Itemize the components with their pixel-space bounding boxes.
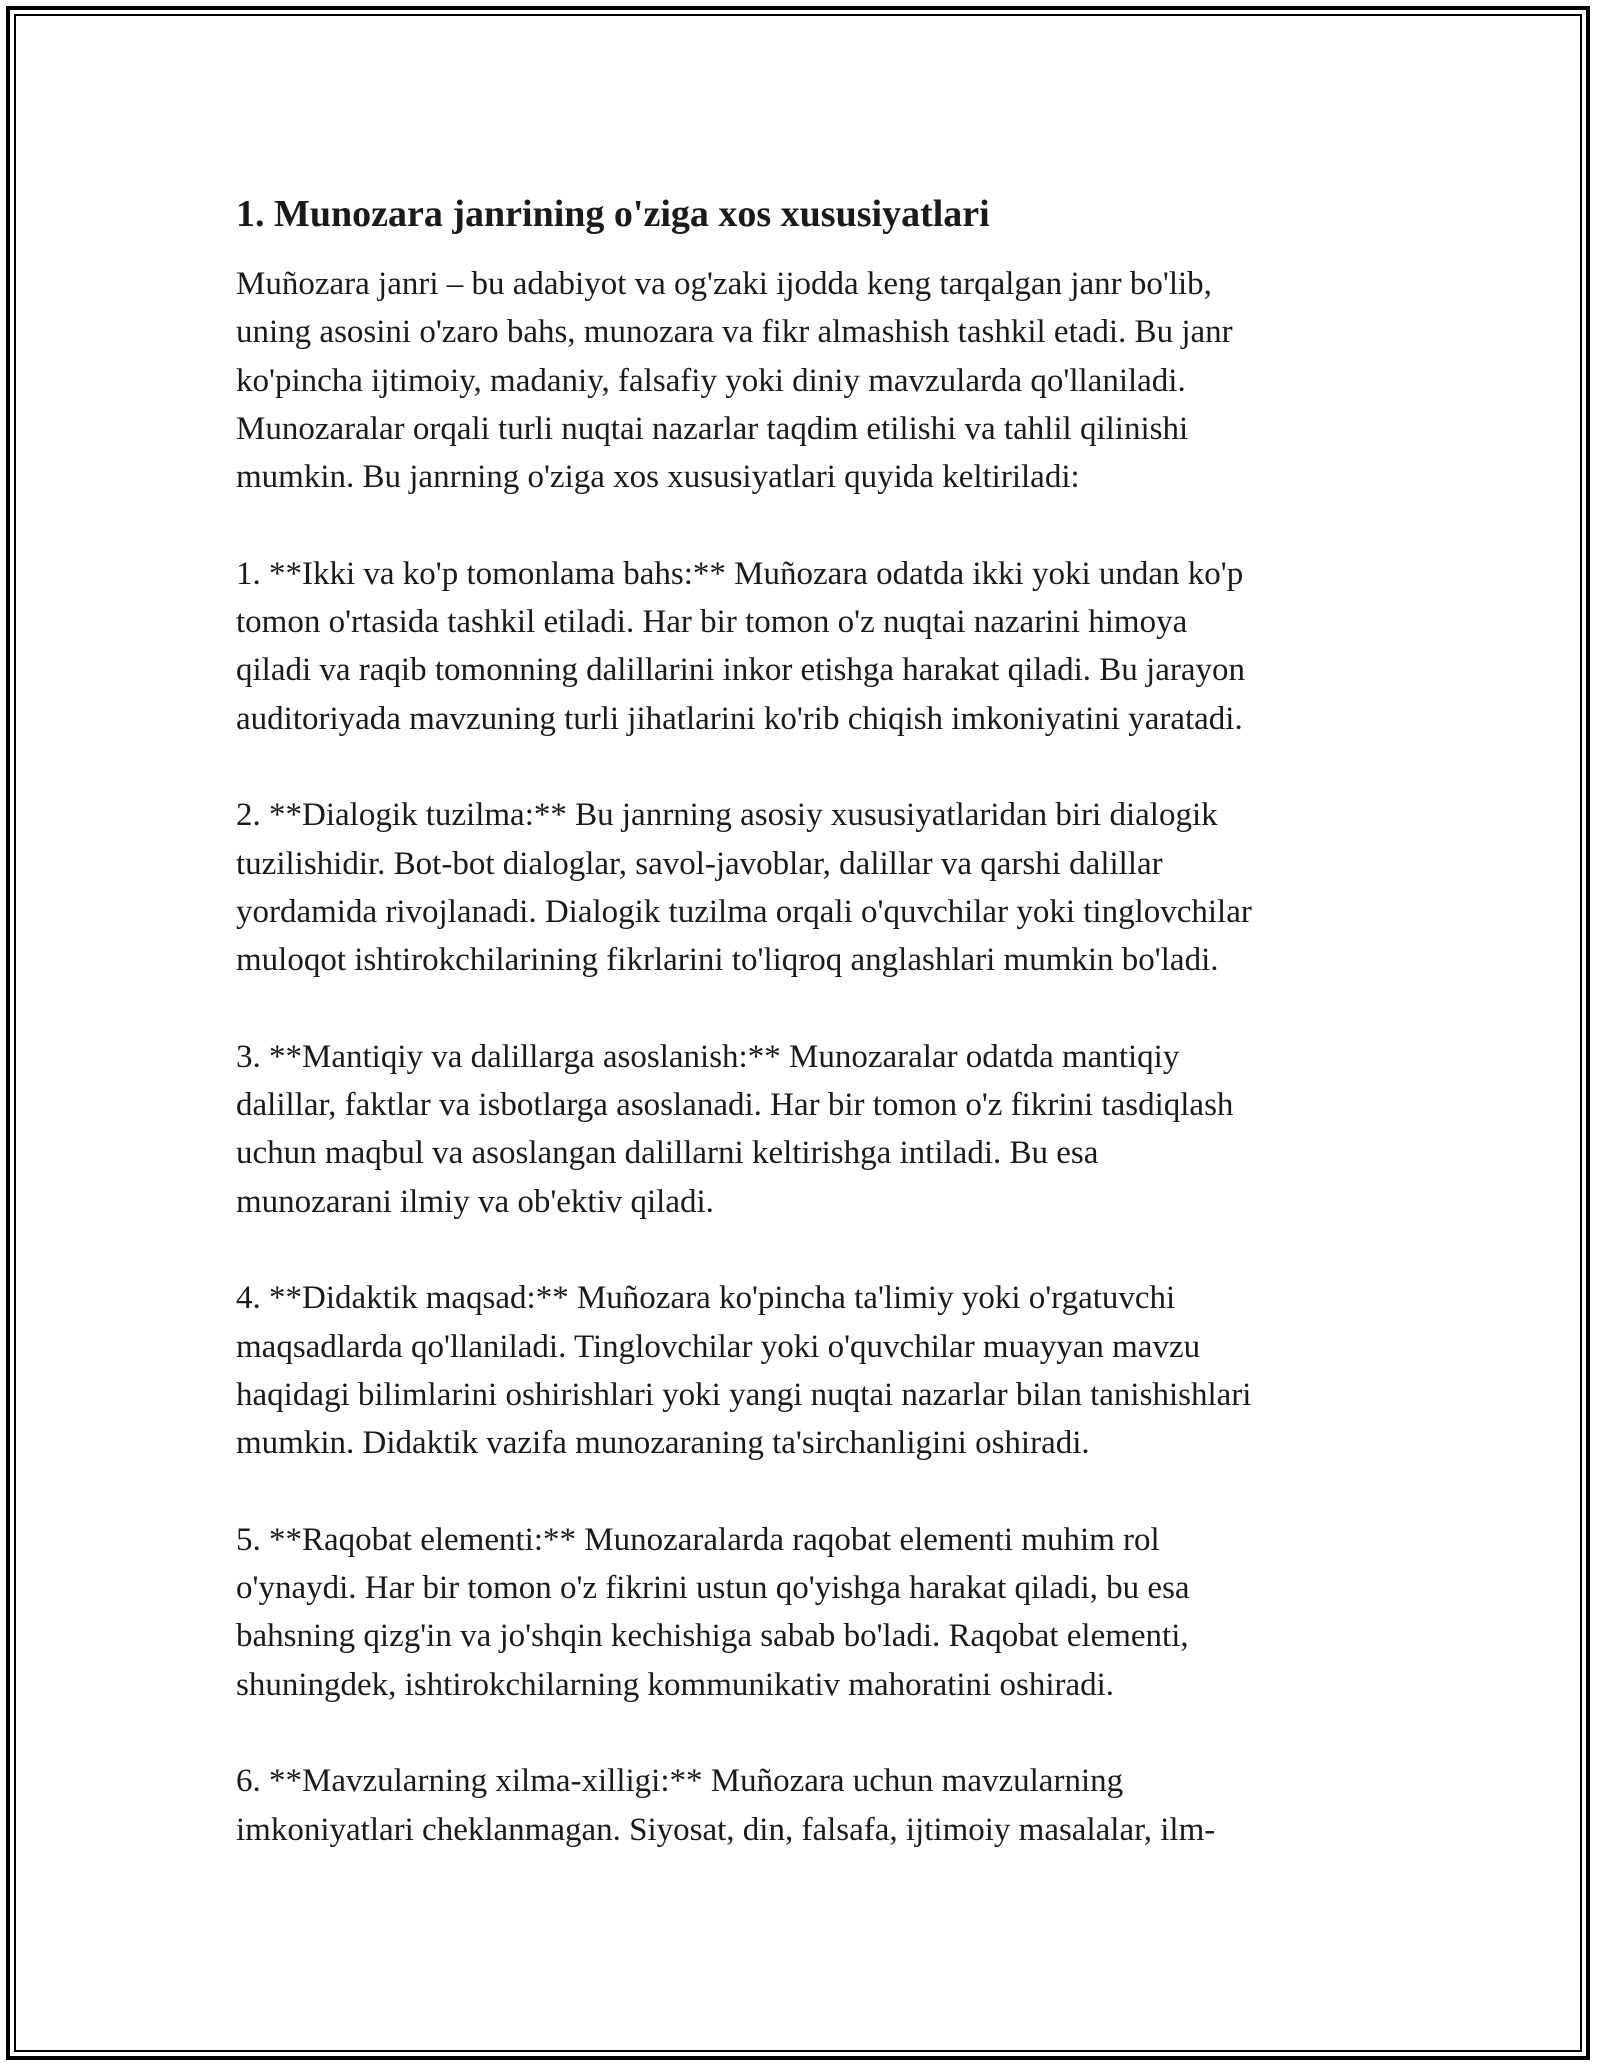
text-line: 2. **Dialogik tuzilma:** Bu janrning asosiy xususiyatlaridan biri dialogik	[236, 797, 1218, 834]
text-line: 1. **Ikki va ko'p tomonlama bahs:** Muñozara odatda ikki yoki undan ko'p	[236, 555, 1244, 592]
text-line: auditoriyada mavzuning turli jihatlarini ko'rib chiqish imkoniyatini yaratadi.	[236, 700, 1243, 737]
document-body	[236, 186, 1396, 1902]
paragraph-intro	[236, 260, 1396, 501]
document-title: 1. Munozara janrining o'ziga xos xususiyatlari	[236, 193, 990, 235]
text-line: mumkin. Didaktik vazifa munozaraning ta'sirchanligini oshiradi.	[236, 1425, 1090, 1462]
text-line: imkoniyatlari cheklanmagan. Siyosat, din, falsafa, ijtimoiy masalalar, ilm-	[236, 1811, 1216, 1848]
paragraph-item-2	[236, 791, 1396, 984]
text-line: qiladi va raqib tomonning dalillarini inkor etishga harakat qiladi. Bu jarayon	[236, 652, 1245, 689]
paragraph-item-6	[236, 1757, 1396, 1854]
text-line: bahsning qizg'in va jo'shqin kechishiga sabab bo'ladi. Raqobat elementi,	[236, 1618, 1189, 1655]
text-line: tuzilishidir. Bot-bot dialoglar, savol-javoblar, dalillar va qarshi dalillar	[236, 845, 1163, 882]
text-line: ko'pincha ijtimoiy, madaniy, falsafiy yoki diniy mavzularda qo'llaniladi.	[236, 362, 1186, 399]
paragraph-item-4	[236, 1274, 1396, 1467]
text-line: uchun maqbul va asoslangan dalillarni keltirishga intiladi. Bu esa	[236, 1135, 1099, 1172]
text-line: dalillar, faktlar va isbotlarga asoslanadi. Har bir tomon o'z fikrini tasdiqlash	[236, 1087, 1234, 1124]
text-line: Muñozara janri – bu adabiyot va og'zaki ijodda keng tarqalgan janr bo'lib,	[236, 266, 1212, 302]
text-line: munozarani ilmiy va ob'ektiv qiladi.	[236, 1183, 714, 1220]
text-line: tomon o'rtasida tashkil etiladi. Har bir tomon o'z nuqtai nazarini himoya	[236, 604, 1188, 641]
text-line: 3. **Mantiqiy va dalillarga asoslanish:** Munozaralar odatda mantiqiy	[236, 1038, 1180, 1075]
text-line: yordamida rivojlanadi. Dialogik tuzilma orqali o'quvchilar yoki tinglovchilar	[236, 893, 1252, 930]
text-line: o'ynaydi. Har bir tomon o'z fikrini ustun qo'yishga harakat qiladi, bu esa	[236, 1570, 1190, 1607]
paragraph-item-1	[236, 550, 1396, 743]
text-line: shuningdek, ishtirokchilarning kommunikativ mahoratini oshiradi.	[236, 1666, 1115, 1703]
text-line: 4. **Didaktik maqsad:** Muñozara ko'pincha ta'limiy yoki o'rgatuvchi	[236, 1280, 1176, 1317]
text-line: maqsadlarda qo'llaniladi. Tinglovchilar yoki o'quvchilar muayyan mavzu	[236, 1328, 1201, 1365]
text-line: 5. **Raqobat elementi:** Munozaralarda raqobat elementi muhim rol	[236, 1521, 1160, 1558]
text-line: uning asosini o'zaro bahs, munozara va fikr almashish tashkil etadi. Bu janr	[236, 314, 1233, 351]
text-line: mumkin. Bu janrning o'ziga xos xususiyatlari quyida keltiriladi:	[236, 459, 1080, 496]
paragraph-item-3	[236, 1033, 1396, 1226]
paragraph-item-5	[236, 1516, 1396, 1709]
text-line: haqidagi bilimlarini oshirishlari yoki yangi nuqtai nazarlar bilan tanishishlari	[236, 1376, 1252, 1413]
text-line: 6. **Mavzularning xilma-xilligi:** Muñozara uchun mavzularning	[236, 1763, 1124, 1800]
text-line: Munozaralar orqali turli nuqtai nazarlar taqdim etilishi va tahlil qilinishi	[236, 410, 1189, 447]
text-line: muloqot ishtirokchilarining fikrlarini to'liqroq anglashlari mumkin bo'ladi.	[236, 942, 1219, 979]
